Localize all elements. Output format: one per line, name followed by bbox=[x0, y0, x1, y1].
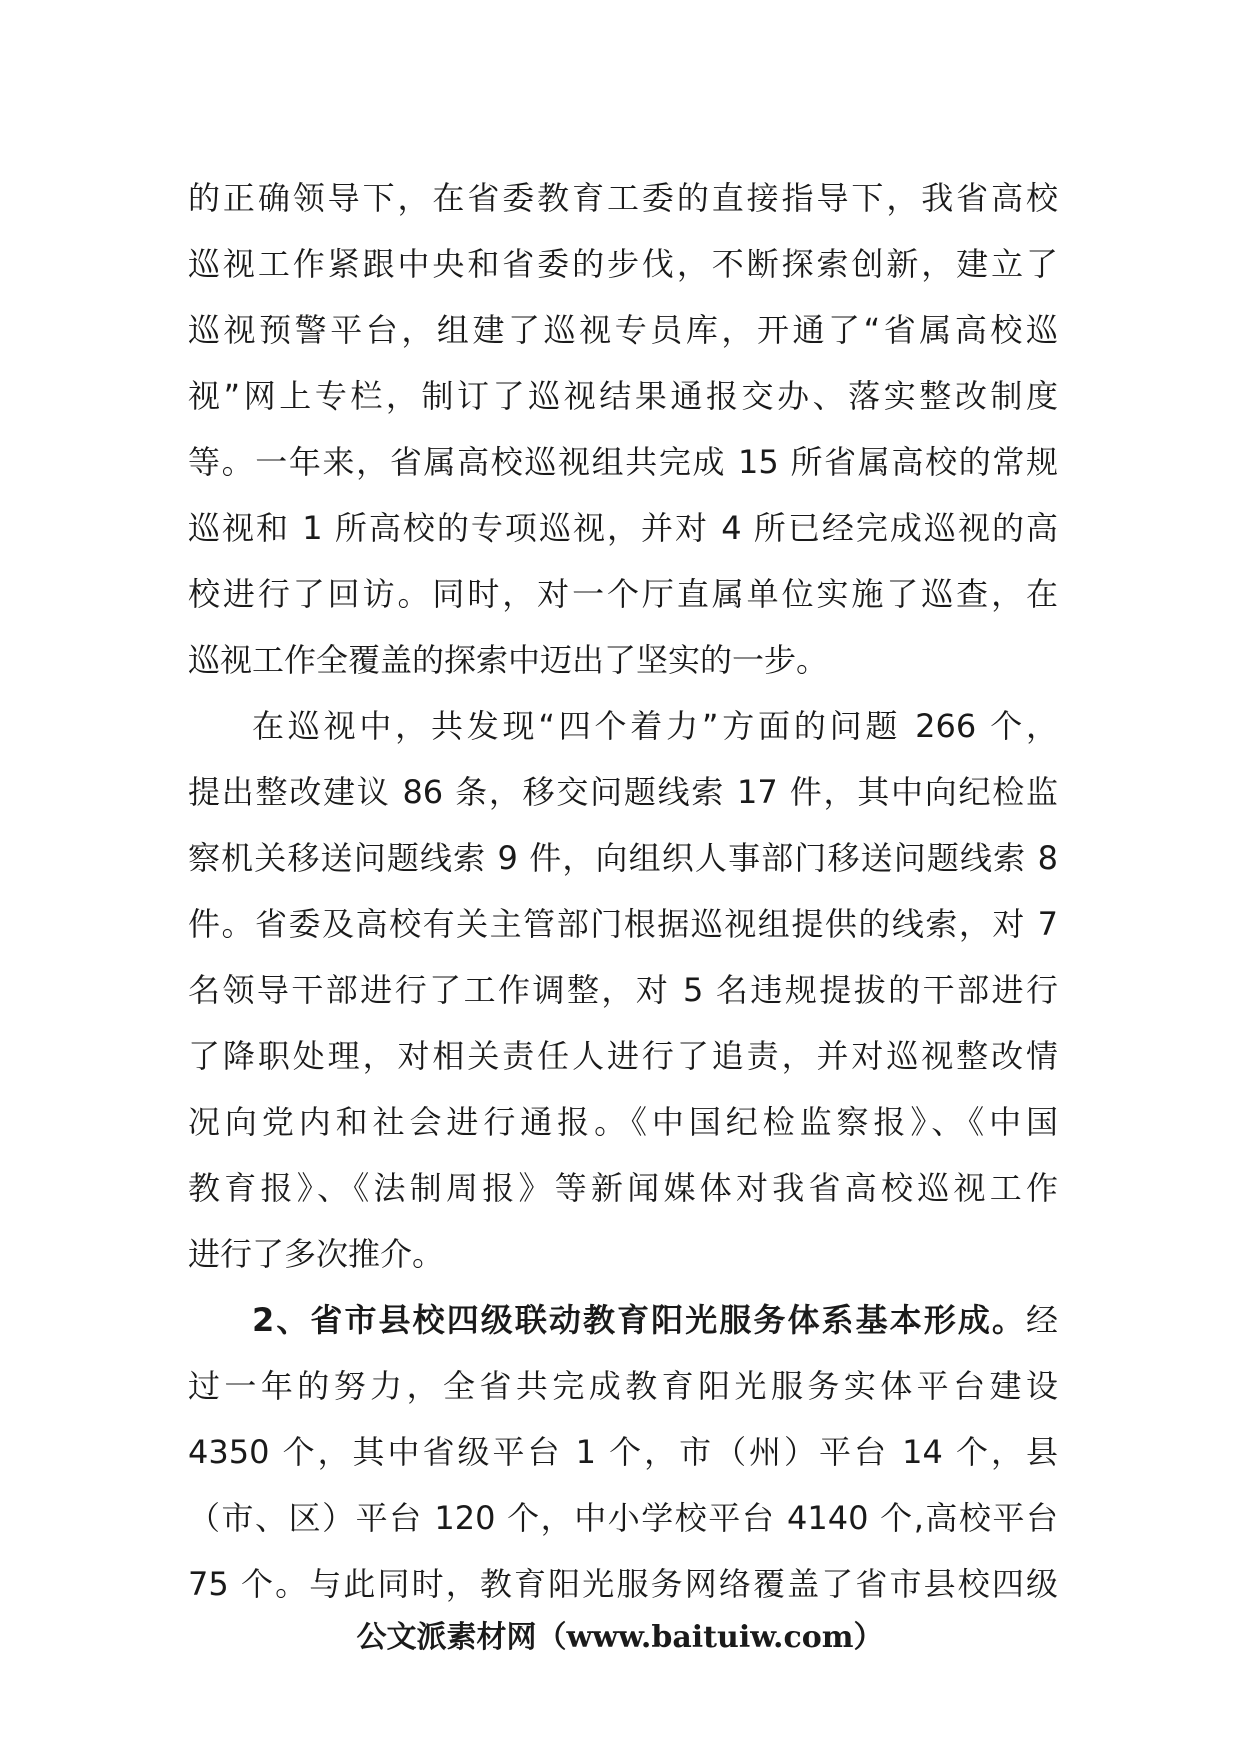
body-line: 的正确领导下，在省委教育工委的直接指导下，我省高校 bbox=[188, 179, 1058, 217]
body-line: 提出整改建议 86 条，移交问题线索 17 件，其中向纪检监 bbox=[188, 773, 1058, 811]
document-body bbox=[188, 165, 1058, 1617]
body-line: 在巡视中，共发现“四个着力”方面的问题 266 个， bbox=[252, 707, 1058, 745]
body-line-fragment: 经 bbox=[1025, 1301, 1058, 1339]
body-line: 了降职处理，对相关责任人进行了追责，并对巡视整改情 bbox=[188, 1037, 1058, 1075]
body-line: 进行了多次推介。 bbox=[188, 1235, 445, 1273]
body-line: 巡视预警平台，组建了巡视专员库，开通了“省属高校巡 bbox=[188, 311, 1058, 349]
section-heading-line bbox=[188, 1287, 1058, 1353]
footer-watermark: 公文派素材网（www.baituiw.com） bbox=[356, 1620, 884, 1655]
body-line: 察机关移送问题线索 9 件，向组织人事部门移送问题线索 8 bbox=[188, 839, 1058, 877]
body-line: 巡视和 1 所高校的专项巡视，并对 4 所已经完成巡视的高 bbox=[188, 509, 1058, 547]
body-line: 校进行了回访。同时，对一个厅直属单位实施了巡查，在 bbox=[188, 575, 1058, 613]
body-line: 等。一年来，省属高校巡视组共完成 15 所省属高校的常规 bbox=[188, 443, 1058, 481]
body-line: 75 个。与此同时，教育阳光服务网络覆盖了省市县校四级 bbox=[188, 1565, 1058, 1603]
body-line: 巡视工作全覆盖的探索中迈出了坚实的一步。 bbox=[188, 641, 829, 679]
body-line: 况向党内和社会进行通报。《中国纪检监察报》、《中国 bbox=[188, 1103, 1058, 1141]
section-heading: 2、省市县校四级联动教育阳光服务体系基本形成。 bbox=[252, 1301, 1026, 1339]
body-line: （市、区）平台 120 个，中小学校平台 4140 个,高校平台 bbox=[188, 1499, 1058, 1537]
body-line: 名领导干部进行了工作调整，对 5 名违规提拔的干部进行 bbox=[188, 971, 1058, 1009]
body-line: 过一年的努力，全省共完成教育阳光服务实体平台建设 bbox=[188, 1367, 1058, 1405]
body-line: 件。省委及高校有关主管部门根据巡视组提供的线索，对 7 bbox=[188, 905, 1058, 943]
body-line: 4350 个，其中省级平台 1 个，市（州）平台 14 个，县 bbox=[188, 1433, 1058, 1471]
body-line: 视”网上专栏，制订了巡视结果通报交办、落实整改制度 bbox=[188, 377, 1058, 415]
body-line: 巡视工作紧跟中央和省委的步伐，不断探索创新，建立了 bbox=[188, 245, 1058, 283]
body-line: 教育报》、《法制周报》等新闻媒体对我省高校巡视工作 bbox=[188, 1169, 1058, 1207]
